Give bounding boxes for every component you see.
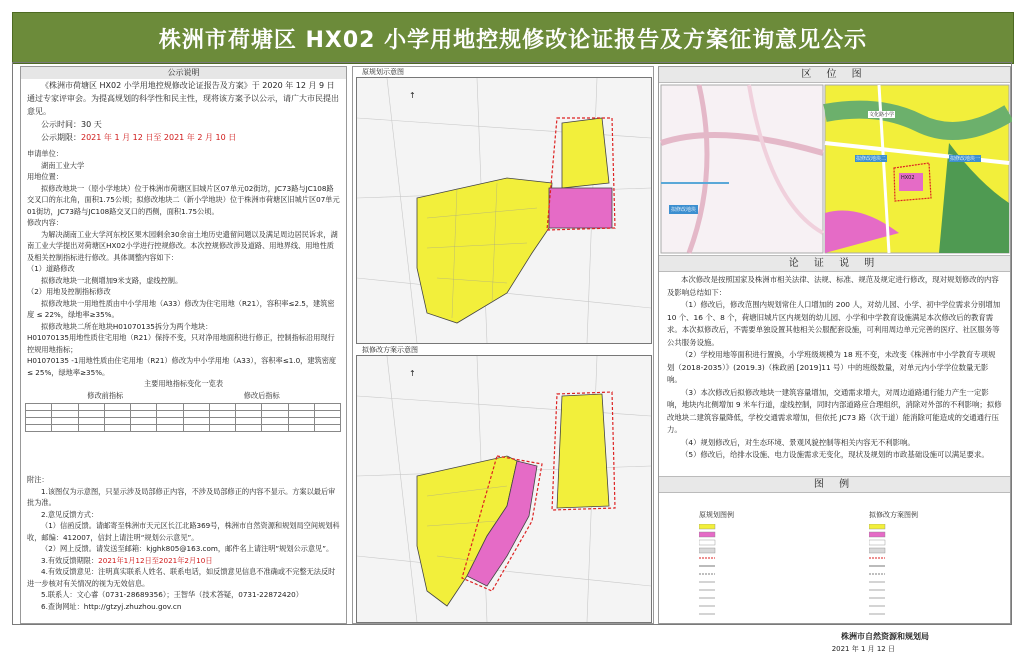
location-maps xyxy=(659,83,1010,255)
item1-title: （1）道路修改 xyxy=(27,264,75,273)
location-tag-site: 拟修改地块 xyxy=(671,207,697,213)
notes-label: 附注： xyxy=(27,475,49,484)
note-6: 6.查询网址：http://gtzyj.zhuzhou.gov.cn xyxy=(41,601,182,611)
svg-text:↑: ↑ xyxy=(409,91,416,100)
note-2b: （2）网上反馈。请发送至邮箱：kjghk805@163.com，邮件名上请注明”规划公示意见”。 xyxy=(41,544,334,553)
item2-text3: H01070135用地性质住宅用地（R21）保持不变，只对净用地面积进行修正，控制指标沿用现行控规用地指标； xyxy=(27,333,335,354)
note-3 xyxy=(27,555,340,567)
applicant-label: 申请单位： xyxy=(27,149,63,158)
note-1: 1.该图仅为示意图，只显示涉及局部修正内容，不涉及局部修正的内容不显示。方案以最后审批为准。 xyxy=(27,486,336,507)
legend-original-title: 原规划图例 xyxy=(699,511,734,519)
item2-text2: 拟修改地块二所在地块H01070135拆分为两个地块： xyxy=(41,321,213,331)
legend-heading: 图 例 xyxy=(659,476,1010,493)
applicant-value: 湖南工业大学 xyxy=(41,160,85,170)
revised-map-label: 拟修改方案示意图 xyxy=(359,345,421,355)
item2-text4: H01070135 -1用地性质由住宅用地（R21）修改为中小学用地（A33），容积率≤1.0，建筑密度 ≤ 25%，绿地率≥35%。 xyxy=(27,356,337,377)
argument-paragraph: （2）学校用地等面积进行置换，小学班级规模为 18 班不变，未改变《株洲市中小学教育专项规划（2018-2035）》(2019.3)（株政函 [2019]11 号）中的班级数量，对单元内小学学位数量无影响。 xyxy=(667,350,996,384)
table-after-heading: 修改后指标 xyxy=(243,390,280,400)
note-3-label: 3.有效反馈期限： xyxy=(41,555,99,565)
location-map-drawing xyxy=(659,83,1012,255)
argument-paragraph: （5）修改后，给排水设施、电力设施需求无变化，现状及规划的市政基础设施可以满足要求。 xyxy=(681,450,989,459)
table-before-heading: 修改前指标 xyxy=(87,390,124,400)
original-map-drawing xyxy=(357,78,651,343)
title-bar xyxy=(12,12,1014,64)
svg-text:↑: ↑ xyxy=(409,369,416,378)
original-map-label: 原规划示意图 xyxy=(359,67,407,77)
location-tag-site-1: 拟修改地块一 xyxy=(950,156,981,162)
footer-organization: 株洲市自然资源和规划局 xyxy=(841,632,929,641)
note-5: 5.联系人：文心睿（0731-28689356）；王智华（技术答疑，0731-22872420） xyxy=(41,590,303,599)
land-label: 用地位置： xyxy=(27,172,63,181)
item1-text: 拟修改地块一北侧增加9米支路，虚线控制。 xyxy=(41,275,183,285)
notice-intro: 《株洲市荷塘区 HX02 小学用地控规修改论证报告及方案》于 2020 年 12 月 9 日通过专家评审会。为提高规划的科学性和民主性，现将该方案予以公示，请广大市民提出意见。 xyxy=(27,81,339,116)
table-headings xyxy=(27,390,340,402)
notice-heading: 公示说明 xyxy=(21,67,346,79)
map-panel xyxy=(352,66,654,624)
item2-title: （2）用地及控制指标修改 xyxy=(27,287,111,296)
revised-map-drawing xyxy=(357,356,651,622)
page-title: 株洲市荷塘区 HX02 小学用地控规修改论证报告及方案征询意见公示 xyxy=(158,27,868,53)
argument-paragraph: （4）规划修改后，对生态环境、景观风貌控制等相关内容无不利影响。 xyxy=(681,437,915,447)
land-text: 拟修改地块一（原小学地块）位于株洲市荷塘区旧城片区07单元02街坊，JC73路与JC108路交叉口的东北角，面积1.75公顷；拟修改地块二（新小学地块）位于株洲市荷塘区旧城片区07单元01街坊，JC73路与JC108路交叉口的西侧，面积1.75公顷。 xyxy=(27,183,340,216)
location-tag-site-2: 拟修改地块二 xyxy=(856,156,887,162)
original-map xyxy=(356,77,652,344)
indicator-table xyxy=(25,403,341,432)
location-tag-school: 文化路小学 xyxy=(869,112,895,118)
legend-revised-swatches xyxy=(869,524,979,616)
notice-dates xyxy=(27,131,340,144)
footer-date: 2021 年 1 月 12 日 xyxy=(831,645,895,653)
legend-original-swatches xyxy=(699,524,809,616)
notice-dates-value: 2021 年 1 月 12 日至 2021 年 2 月 10 日 xyxy=(81,133,237,142)
item2-text: 拟修改地块一用地性质由中小学用地（A33）修改为住宅用地（R21），容积率≤2.5，建筑密度 ≤ 22%，绿地率≥35%。 xyxy=(27,298,335,319)
note-3-value: 2021年1月12日至2021年2月10日 xyxy=(98,555,213,565)
legend-revised-title: 拟修改方案图例 xyxy=(869,511,918,519)
argument-text xyxy=(659,272,1010,464)
note-2a: （1）信函反馈。请邮寄至株洲市天元区长江北路369号，株洲市自然资源和规划局空间规划科收，邮编：412007，信封上请注明“规划公示意见”。 xyxy=(27,521,340,542)
content-text: 为解决湖南工业大学河东校区果木园剩余30余亩土地历史遗留问题以及满足周边居民诉求，湖南工业大学提出对荷塘区HX02小学进行控规修改。本次控规修改涉及道路、用地界线、用地性质及相关控制指标进行修改。具体调整内容如下： xyxy=(27,229,338,262)
note-2: 2.意见反馈方式： xyxy=(41,509,99,519)
note-4: 4.有效反馈意见：注明真实联系人姓名、联系电话，如反馈意见信息不准确或不完整无法反时进一步核对有关情况的视为无效信息。 xyxy=(27,567,336,588)
argument-paragraph: 本次修改是按照国家及株洲市相关法律、法规、标准、规范及规定进行修改，现对规划修改的内容及影响总结如下： xyxy=(667,275,999,297)
location-heading: 区 位 图 xyxy=(659,67,1010,83)
table-title: 主要用地指标变化一览表 xyxy=(143,379,224,388)
notice-panel xyxy=(20,66,347,624)
argument-paragraph: （1）修改后，修改范围内规划常住人口增加的 200 人，对幼儿园、小学、初中学位需求分别增加 10 个、16 个、8 个，荷塘旧城片区内规划的幼儿园、小学和中学教育设施满足本次修改后的教育需求。本次拟修改后，不需要单独设置其他相关公服配套设施，可利用周边单元完善的医疗、社区服务等公共服务设施。 xyxy=(667,300,1001,347)
revised-map xyxy=(356,355,652,623)
location-tag-hx02: HX02 xyxy=(901,175,915,181)
legend-area xyxy=(659,492,1010,623)
notice-dates-label: 公示期限： xyxy=(41,133,81,142)
content-label: 修改内容： xyxy=(27,218,63,227)
notice-period: 公示时间：30 天 xyxy=(41,120,102,129)
info-panel xyxy=(658,66,1011,624)
argument-paragraph: （3）本次修改后拟修改地块一建筑容量增加，交通需求增大，对周边道路通行能力产生一定影响，地块内北侧增加 9 米车行道，虚线控制，同时内部道路应合理组织，消除对外部的不利影响；拟修改地块二建筑容量降低，学校交通需求增加，但依托 JC73 路（次干道）能消除可能造成的交通通行压力。 xyxy=(667,387,1002,434)
argument-heading: 论 证 说 明 xyxy=(659,255,1010,272)
